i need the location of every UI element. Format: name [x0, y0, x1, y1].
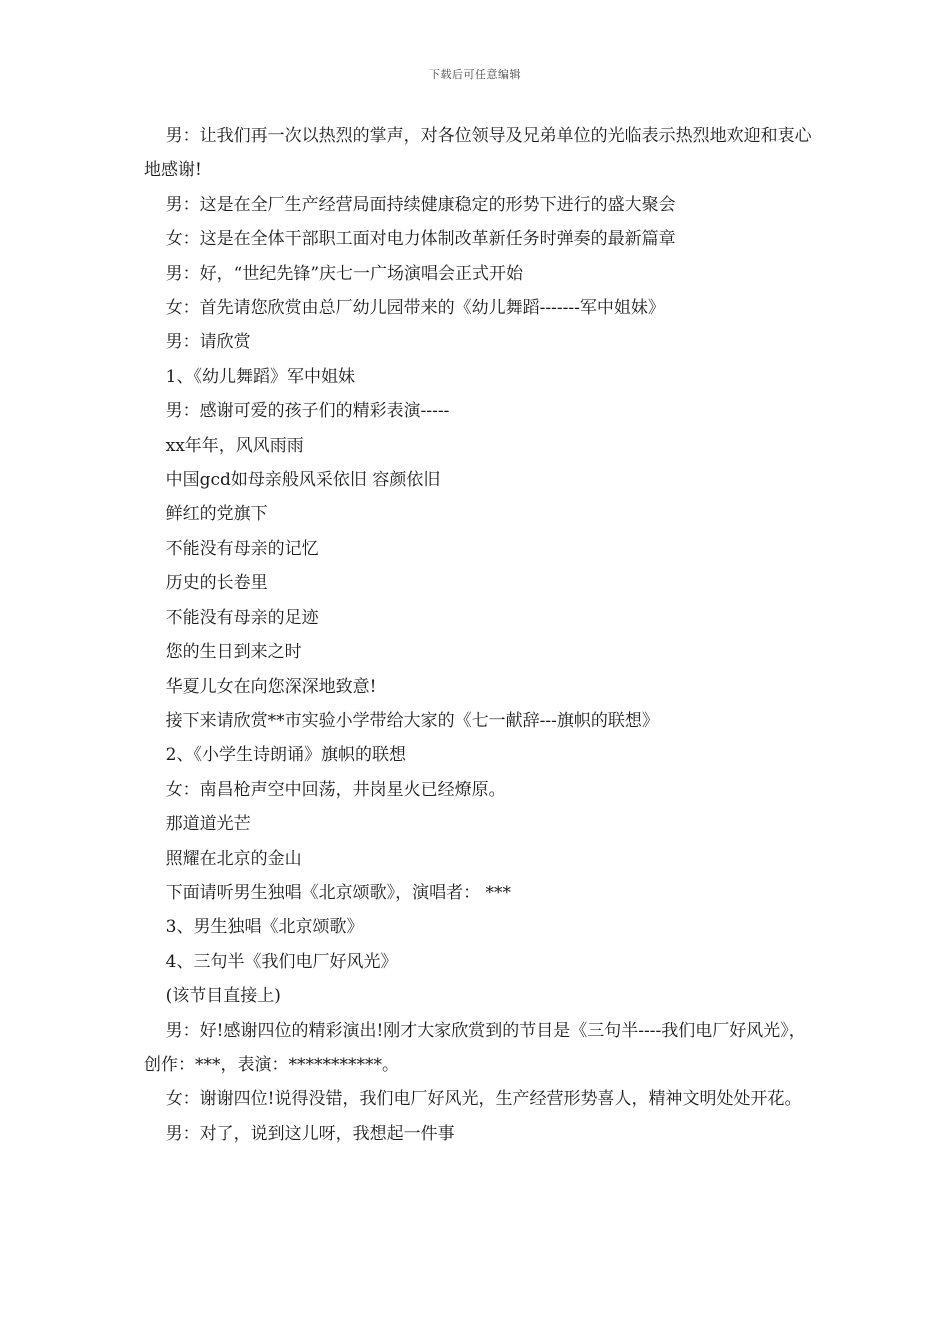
paragraph: 女：南昌枪声空中回荡，井岗星火已经燎原。: [165, 779, 506, 800]
paragraph: 不能没有母亲的足迹: [165, 607, 319, 628]
paragraph: 您的生日到来之时: [165, 642, 302, 663]
paragraph: 中国gcd如母亲般风采依旧 容颜依旧: [165, 470, 441, 491]
paragraph: 女：谢谢四位!说得没错，我们电厂好风光，生产经营形势喜人，精神文明处处开花。: [165, 1089, 802, 1110]
paragraph: 1、《幼儿舞蹈》军中姐妹: [165, 366, 355, 387]
paragraph: 照耀在北京的金山: [165, 848, 302, 869]
paragraph: 男：对了，说到这儿呀，我想起一件事: [165, 1123, 455, 1144]
paragraph: 4、三句半《我们电厂好风光》: [165, 951, 398, 972]
paragraph: (该节目直接上): [165, 986, 281, 1007]
paragraph: 历史的长卷里: [165, 573, 268, 594]
paragraph: 男：让我们再一次以热烈的掌声，对各位领导及兄弟单位的光临表示热烈地欢迎和衷心地感谢!: [144, 126, 812, 181]
paragraph: 鲜红的党旗下: [165, 504, 268, 525]
paragraph: 接下来请欣赏**市实验小学带给大家的《七一献辞---旗帜的联想》: [165, 710, 659, 731]
paragraph: 女：首先请您欣赏由总厂幼儿园带来的《幼儿舞蹈-------军中姐妹》: [165, 298, 665, 319]
paragraph: 男：好，“世纪先锋”庆七一广场演唱会正式开始: [165, 263, 524, 284]
paragraph: 2、《小学生诗朗诵》旗帜的联想: [165, 745, 406, 766]
paragraph: 那道道光芒: [165, 814, 251, 835]
paragraph: 女：这是在全体干部职工面对电力体制改革新任务时弹奏的最新篇章: [165, 229, 676, 250]
paragraph: 3、男生独唱《北京颂歌》: [165, 917, 364, 938]
paragraph: 男：感谢可爱的孩子们的精彩表演-----: [165, 401, 450, 422]
paragraph: 下面请听男生独唱《北京颂歌》，演唱者： ***: [165, 882, 512, 903]
paragraph: 男：这是在全厂生产经营局面持续健康稳定的形势下进行的盛大聚会: [165, 194, 676, 215]
paragraph: 男：请欣赏: [165, 332, 251, 353]
document-body: [144, 119, 814, 1151]
paragraph: 男：好!感谢四位的精彩演出!刚才大家欣赏到的节目是《三句半----我们电厂好风光》，创作：***，表演：***********。: [144, 1020, 806, 1075]
paragraph: xx年年，风风雨雨: [165, 435, 304, 456]
paragraph: 不能没有母亲的记忆: [165, 538, 319, 559]
page-header: 下载后可任意编辑: [429, 68, 521, 81]
paragraph: 华夏儿女在向您深深地致意!: [165, 676, 377, 697]
